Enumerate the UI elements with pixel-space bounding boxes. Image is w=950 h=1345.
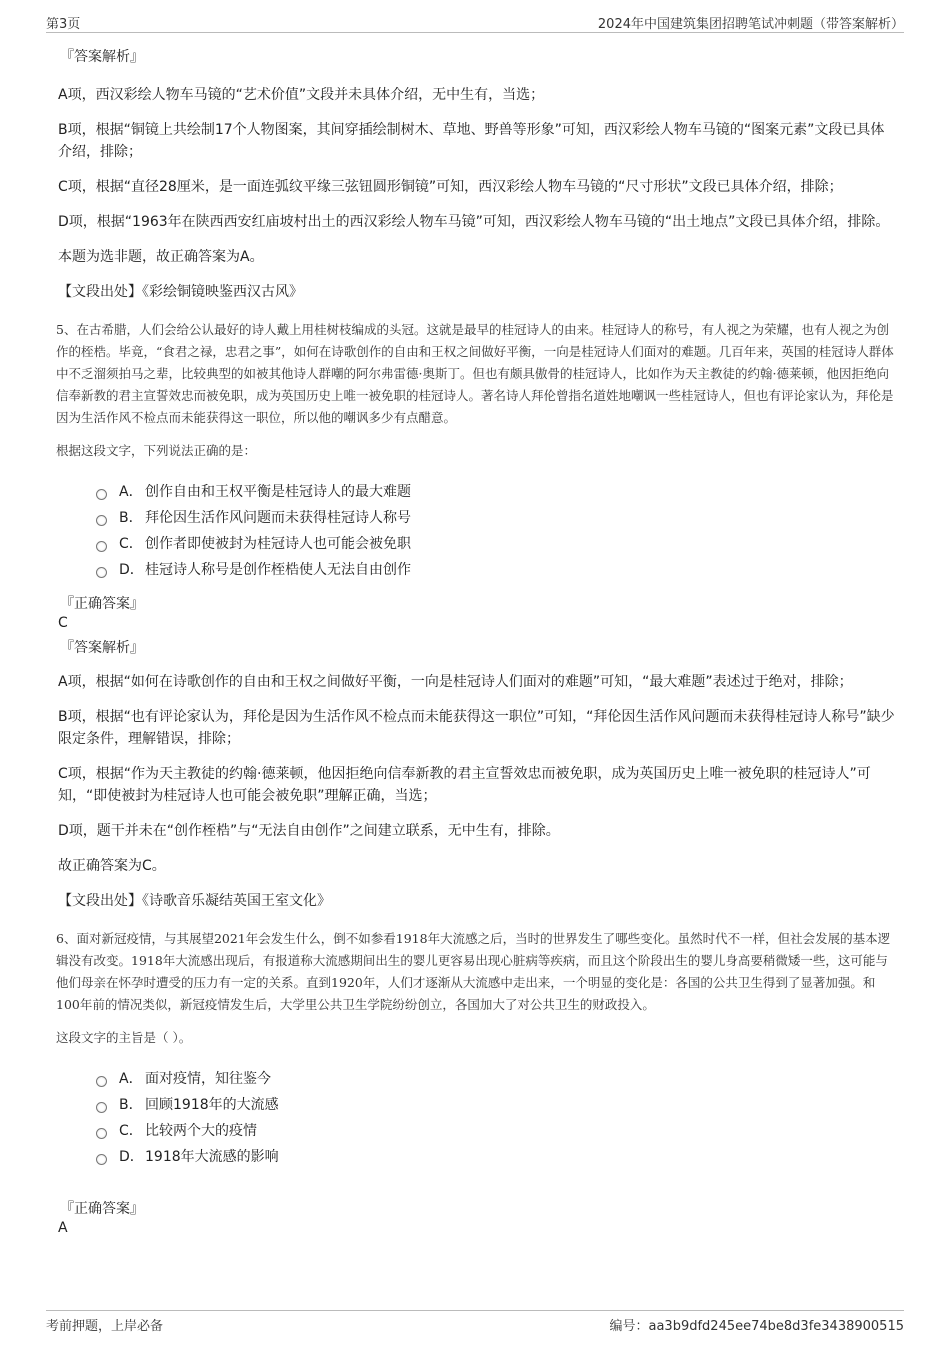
document-title: 2024年中国建筑集团招聘笔试冲刺题（带答案解析） <box>597 17 904 32</box>
source-citation: 【文段出处】《诗歌音乐凝结英国王室文化》 <box>58 893 331 909</box>
option-text: 比较两个大的疫情 <box>145 1123 257 1139</box>
footer-slogan: 考前押题，上岸必备 <box>46 1319 164 1334</box>
radio-icon[interactable] <box>96 1154 107 1165</box>
analysis-item: A项，西汉彩绘人物车马镜的“艺术价值”文段并未具体介绍，无中生有，当选； <box>58 87 545 103</box>
option-text: 创作者即使被封为桂冠诗人也可能会被免职 <box>145 536 411 552</box>
option-a[interactable] <box>96 479 896 505</box>
correct-answer-label: 『正确答案』 <box>60 1201 144 1217</box>
option-d[interactable] <box>96 1144 896 1170</box>
correct-answer: C <box>58 615 68 631</box>
option-letter: C． <box>119 1123 143 1139</box>
analysis-conclusion: 本题为选非题，故正确答案为A。 <box>58 249 264 265</box>
radio-icon[interactable] <box>96 541 107 552</box>
analysis-item: B项，根据“也有评论家认为，拜伦是因为生活作风不检点而未能获得这一职位”可知，“拜伦因生活作风问题而未获得桂冠诗人称号”缺少限定条件，理解错误，排除； <box>58 709 895 747</box>
analysis-item: B项，根据“铜镜上共绘制17个人物图案，其间穿插绘制树木、草地、野兽等形象”可知，西汉彩绘人物车马镜的“图案元素”文段已具体介绍，排除； <box>58 122 885 160</box>
question-6-prompt: 这段文字的主旨是（ ）。 <box>56 1030 192 1045</box>
analysis-item: C项，根据“作为天主教徒的约翰·德莱顿，他因拒绝向信奉新教的君主宣誓效忠而被免职，成为英国历史上唯一被免职的桂冠诗人”可知，“即使被封为桂冠诗人也可能会被免职”理解正确，当选； <box>58 766 871 804</box>
option-b[interactable] <box>96 505 896 531</box>
analysis-label: 『答案解析』 <box>60 49 144 65</box>
question-5-options <box>96 479 896 583</box>
analysis-label: 『答案解析』 <box>60 640 144 656</box>
option-text: 回顾1918年的大流感 <box>145 1097 279 1113</box>
option-letter: A． <box>119 484 143 500</box>
radio-icon[interactable] <box>96 1102 107 1113</box>
radio-icon[interactable] <box>96 567 107 578</box>
correct-answer: A <box>58 1220 68 1236</box>
option-a[interactable] <box>96 1066 896 1092</box>
page-number: 第3页 <box>46 17 81 32</box>
option-c[interactable] <box>96 1118 896 1144</box>
document-body <box>56 46 896 1242</box>
radio-icon[interactable] <box>96 515 107 526</box>
question-6-text: 6、面对新冠疫情，与其展望2021年会发生什么，倒不如参看1918年大流感之后，当时的世界发生了哪些变化。虽然时代不一样，但社会发展的基本逻辑没有改变。1918年大流感出现后，有报道称大流感期间出生的婴儿更容易出现心脏病等疾病，而且这个阶段出生的婴儿身高要稍微矮一些，这可能与他们母亲在怀孕时遭受的压力有一定的关系。直到1920年，人们才逐渐从大流感中走出来，一个明显的变化是：各国的公共卫生得到了显著加强。和100年前的情况类似，新冠疫情发生后，大学里公共卫生学院纷纷创立，各国加大了对公共卫生的财政投入。 <box>56 931 891 1012</box>
option-letter: C． <box>119 536 143 552</box>
analysis-item: A项，根据“如何在诗歌创作的自由和王权之间做好平衡，一向是桂冠诗人们面对的难题”可知，“最大难题”表述过于绝对，排除； <box>58 674 853 690</box>
option-d[interactable] <box>96 557 896 583</box>
option-text: 桂冠诗人称号是创作桎梏使人无法自由创作 <box>145 562 411 578</box>
option-text: 面对疫情，知往鉴今 <box>145 1071 271 1087</box>
question-6-options <box>96 1066 896 1170</box>
option-text: 拜伦因生活作风问题而未获得桂冠诗人称号 <box>145 510 411 526</box>
option-letter: D． <box>119 562 144 578</box>
option-letter: B． <box>119 1097 143 1113</box>
analysis-item: C项，根据“直径28厘米，是一面连弧纹平缘三弦钮圆形铜镜”可知，西汉彩绘人物车马镜的“尺寸形状”文段已具体介绍，排除； <box>58 179 843 195</box>
page-footer <box>46 1310 904 1333</box>
analysis-conclusion: 故正确答案为C。 <box>58 858 166 874</box>
analysis-item: D项，根据“1963年在陕西西安红庙坡村出土的西汉彩绘人物车马镜”可知，西汉彩绘人物车马镜的“出土地点”文段已具体介绍，排除。 <box>58 214 890 230</box>
radio-icon[interactable] <box>96 1076 107 1087</box>
option-text: 创作自由和王权平衡是桂冠诗人的最大难题 <box>145 484 411 500</box>
question-5-text: 5、在古希腊，人们会给公认最好的诗人戴上用桂树枝编成的头冠。这就是最早的桂冠诗人的由来。桂冠诗人的称号，有人视之为荣耀，也有人视之为创作的桎梏。毕竟，“食君之禄，忠君之事”，如何在诗歌创作的自由和王权之间做好平衡，一向是桂冠诗人们面对的难题。几百年来，英国的桂冠诗人群体中不乏溜须拍马之辈，比较典型的如被其他诗人群嘲的阿尔弗雷德·奥斯丁。但也有颇具傲骨的桂冠诗人，比如作为天主教徒的约翰·德莱顿，他因拒绝向信奉新教的君主宣誓效忠而被免职，成为英国历史上唯一被免职的桂冠诗人。著名诗人拜伦曾指名道姓地嘲讽一些桂冠诗人，但也有评论家认为，拜伦是因为生活作风不检点而未能获得这一职位，所以他的嘲讽多少有点醋意。 <box>56 322 894 425</box>
radio-icon[interactable] <box>96 1128 107 1139</box>
source-citation: 【文段出处】《彩绘铜镜映鉴西汉古风》 <box>58 284 303 300</box>
document-code <box>609 1315 904 1334</box>
code-label: 编号： <box>609 1319 649 1334</box>
analysis-item: D项，题干并未在“创作桎梏”与“无法自由创作”之间建立联系，无中生有，排除。 <box>58 823 560 839</box>
page-header <box>46 12 904 33</box>
code-value: aa3b9dfd245ee74be8d3fe3438900515 <box>648 1319 904 1334</box>
option-b[interactable] <box>96 1092 896 1118</box>
option-c[interactable] <box>96 531 896 557</box>
question-5-prompt: 根据这段文字，下列说法正确的是： <box>56 443 257 458</box>
radio-icon[interactable] <box>96 489 107 500</box>
option-text: 1918年大流感的影响 <box>145 1149 279 1165</box>
option-letter: D． <box>119 1149 144 1165</box>
option-letter: B． <box>119 510 143 526</box>
option-letter: A． <box>119 1071 143 1087</box>
correct-answer-label: 『正确答案』 <box>60 596 144 612</box>
